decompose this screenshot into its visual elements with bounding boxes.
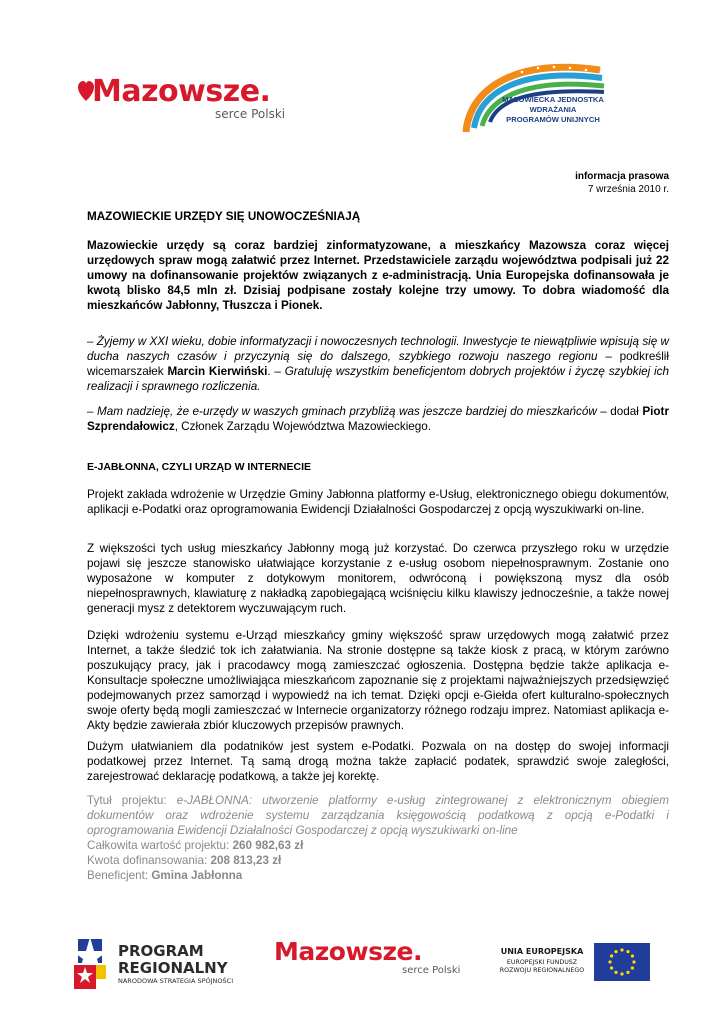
mazowsze-tagline: serce Polski (215, 107, 286, 121)
star-logo-icon (66, 935, 114, 991)
lead-paragraph: Mazowieckie urzędy są coraz bardziej zinformatyzowane, a mieszkańcy Mazowsza coraz więcej urzędowych spraw mogą załatwić przez Internet. Przedstawiciele zarządu województwa podpisali już 22 umowy na dofinansowanie projektów związanych z e-administracją. Unia Europejska dofinansowała je kwotą blisko 84,5 mln zł. Dzisiaj podpisane zostały kolejne trzy umowy. To dobra wiadomość dla mieszkańców Jabłonny, Tłuszcza i Pionek. (87, 239, 669, 312)
paragraph-e-podatki: Dużym ułatwianiem dla podatników jest system e-Podatki. Pozwala on na dostęp do swojej informacji podatkowej przez Internet. Tą samą drogą można także zapłacić podatek, sprawdzić swoje zaległości, zarejestrować deklarację podatkową, a także jej korektę. (87, 740, 669, 783)
quote-kierwinski: – Żyjemy w XXI wieku, dobie informatyzacji i nowoczesnych technologii. Inwestycje te niewątpliwie wpisują się w ducha naszych czasów i przyczynią się do dalszego, szybkiego rozwoju naszego regionu – podkreślił wicemarszałek Marcin Kierwiński. – Gratuluję wszystkim beneficjentom dobrych projektów i życzę szybkiej ich realizacji i sprawnego rozliczenia. (87, 335, 669, 393)
program-regionalny-logo (66, 935, 266, 993)
footer-mazowsze-wordmark: Mazowsze. (274, 937, 422, 966)
eu-logo (486, 940, 651, 984)
paragraph-project: Projekt zakłada wdrożenie w Urzędzie Gminy Jabłonna platformy e-Usług, elektronicznego obiegu dokumentów, aplikacji e-Podatki oraz oprogramowania Ewidencji Działalności Gospodarczej z opcją wyszukiwarki on-line. (87, 488, 669, 516)
project-title: Tytuł projektu: e-JABŁONNA: utworzenie platformy e-usług zintegrowanej z elektronicznym obiegiem dokumentów oraz wdrożenie systemu zarządzania księgowością podatkową z opcją e-Podatki i oprogramowania Ewidencji Działalności Gospodarczej z opcją wyszukiwarki on-line (87, 794, 669, 837)
quote-szprendalowicz: – Mam nadzieję, że e-urzędy w waszych gminach przybliżą was jeszcze bardziej do mieszkańców – dodał Piotr Szprendałowicz, Członek Zarządu Województwa Mazowieckiego. (87, 405, 669, 433)
mjw-name: MAZOWIECKA JEDNOSTKA WDRAŻANIA PROGRAMÓW UNIJNYCH (502, 95, 604, 124)
eu-fund: EUROPEJSKI FUNDUSZ ROZWOJU REGIONALNEGO (499, 959, 585, 974)
project-total: Całkowita wartość projektu: 260 982,63 zł (87, 839, 304, 852)
program-subtitle: NARODOWA STRATEGIA SPÓJNOŚCI (118, 977, 234, 985)
section-heading: E-JABŁONNA, CZYLI URZĄD W INTERNECIE (87, 461, 311, 473)
mazowsze-wordmark: Mazowsze. (92, 74, 271, 109)
footer-mazowsze-logo (272, 937, 462, 985)
eu-title: UNIA EUROPEJSKA (500, 947, 584, 956)
paragraph-services: Z większości tych usług mieszkańcy Jabłonny mogą już korzystać. Do czerwca przyszłego roku w urzędzie pojawi się jeszcze stanowisko ułatwiające korzystanie z e-usług osobom niepełnosprawnym. Zostanie ono wyposażone w komputer z dotykowym monitorem, odwróconą i powiększoną mysz dla osób niepełnosprawnych, klawiaturę z nakładką zapobiegającą wciśnięciu kilku klawiszy jednocześnie, a także nowej generacji mysz z detektorem wyczuwającym ruch. (87, 542, 669, 615)
mjw-logo (460, 56, 610, 138)
program-title: PROGRAM REGIONALNY (118, 942, 228, 977)
page-title: MAZOWIECKIE URZĘDY SIĘ UNOWOCZEŚNIAJĄ (87, 210, 361, 223)
mazowsze-logo (78, 74, 292, 126)
project-info (87, 793, 669, 883)
project-beneficiary: Beneficjent: Gmina Jabłonna (87, 869, 243, 882)
project-cofund: Kwota dofinansowania: 208 813,23 zł (87, 854, 282, 867)
press-header (87, 170, 669, 196)
paragraph-e-urzad: Dzięki wdrożeniu systemu e-Urząd mieszkańcy gminy większość spraw urzędowych mogą załatwić przez Internet, a także śledzić tok ich załatwiania. Na stronie dostępne są także kiosk z pracą, w którym zarówno poszukujący pracy, jak i pracodawcy mogą zamieszczać ogłoszenia. Dostępna będzie także aplikacja e-Konsultacje społeczne umożliwiająca mieszkańcom zapoznanie się z projektami najważniejszych przedsięwzięć podejmowanych przez samorząd i wypowiedź na ich temat. Dzięki opcji e-Giełda ofert kulturalno-społecznych swoje oferty będą mogli zamieszczać w Internecie organizatorzy różnego rodzaju imprez. Natomiast aplikacja e-Akty będzie zawierała zbiór kluczowych przepisów prawnych. (87, 629, 669, 732)
footer-mazowsze-tagline: serce Polski (402, 965, 461, 976)
press-date: 7 września 2010 r. (587, 184, 669, 195)
press-type: informacja prasowa (575, 171, 669, 182)
eu-flag-icon (594, 943, 650, 981)
